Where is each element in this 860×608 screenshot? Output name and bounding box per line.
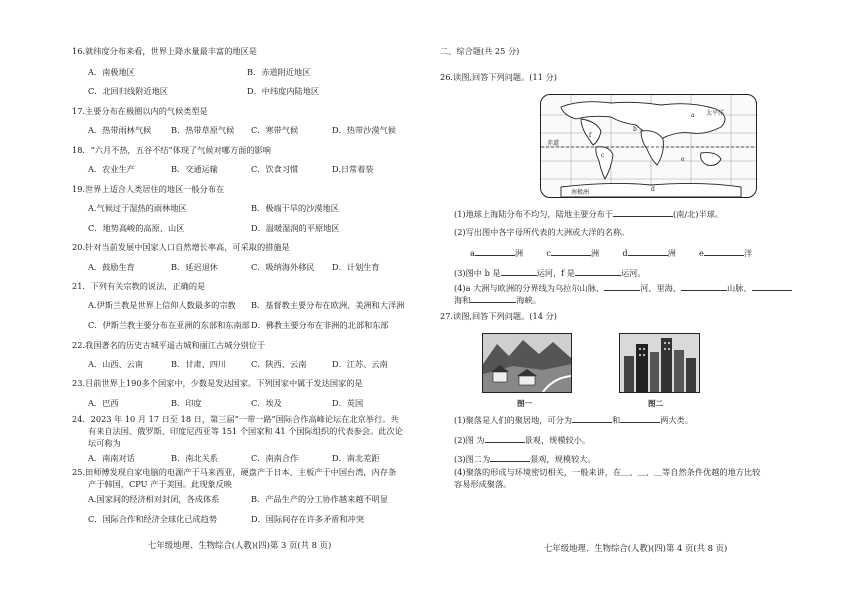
q17-stem: 17.主要分布在极圈以内的气候类型是	[72, 106, 208, 116]
q24-option-d: D．南北差距	[332, 453, 380, 463]
page-footer-right: 七年级地理、生物综合(人教)(四)第 4 页(共 8 页)	[544, 543, 728, 553]
q20-option-c: C．吸纳海外移民	[251, 262, 315, 272]
q27-stem: 27.读图,回答下列问题。(14 分)	[440, 311, 557, 321]
map-label-pacific: 太平洋	[706, 110, 725, 117]
q22-stem: 22.我国著名的历史古城平遥古城和丽江古城分别位于	[72, 340, 266, 350]
figure-one-caption: 图一	[517, 399, 532, 408]
q20-option-b: B．延迟退休	[171, 262, 218, 272]
q22-option-b: B．甘肃、四川	[171, 359, 227, 369]
map-label-b: b	[633, 126, 637, 133]
q26-part1: (1)地球上海陆分布不均匀，陆地主要分布于 (南/北)半球。	[454, 209, 724, 219]
q21-option-a: A.伊斯兰教是世界上信仰人数最多的宗教	[88, 300, 236, 310]
q19-option-d: D．温暖湿润的平原地区	[251, 223, 340, 233]
q17-option-b: B．热带草原气候	[171, 125, 235, 135]
q23-option-d: D．英国	[332, 398, 364, 408]
q17-option-a: A．热带雨林气候	[88, 125, 152, 135]
q24-stem-line2: 有来自法国、俄罗斯、印度尼西亚等 151 个国家和 41 个国际组织的代表参会。此次论	[88, 426, 403, 436]
q27-part4-line2: 容易形成聚落。	[454, 479, 512, 489]
q23-option-a: A．巴西	[88, 398, 119, 408]
q27-part4-line1: (4)聚落的形成与环境密切相关，一般来讲，在＿、＿、＿等自然条件优越的地方比较	[454, 467, 761, 477]
city-photo	[619, 333, 700, 393]
q17-option-c: C．寒带气候	[251, 125, 299, 135]
map-label-a: a	[691, 112, 695, 119]
q24-stem-line3: 坛可称为	[88, 438, 121, 448]
q26-stem: 26.读图,回答下列问题。(11 分)	[440, 72, 557, 82]
q22-option-d: D．江苏、云南	[332, 359, 388, 369]
q27-part3: (3)图二为 景观，规模较大。	[454, 454, 596, 464]
map-label-c: c	[601, 152, 605, 159]
q25-stem-line1: 25.田师傅发现自家电脑的电源产于马来西亚，硬盘产于日本，主板产于中国台湾，内存条	[72, 467, 397, 477]
map-label-f: f	[589, 132, 592, 139]
q24-option-a: A．南南对话	[88, 453, 135, 463]
q24-stem-line1: 24．2023 年 10 月 17 日至 18 日，第三届“一带一路”国际合作高峰论坛在北京举行。共	[72, 414, 399, 424]
q16-option-d: D．中纬度内陆地区	[247, 86, 320, 96]
q19-option-b: B．极端干旱的沙漠地区	[251, 203, 339, 213]
q18-option-d: D.日常着装	[332, 164, 374, 174]
q25-stem-line2: 产于韩国，CPU 产于美国。此现象反映	[88, 479, 232, 489]
q21-option-d: D．佛教主要分布在非洲的北部和东部	[251, 320, 389, 330]
village-photo	[482, 333, 572, 393]
map-label-equator: 赤道	[547, 140, 560, 147]
page-footer-left: 七年级地理、生物综合(人教)(四)第 3 页(共 8 页)	[148, 540, 332, 550]
q17-option-d: D．热带沙漠气候	[332, 125, 396, 135]
q23-stem: 23.目前世界上190多个国家中，少数是发达国家。下列国家中属于发达国家的是	[72, 378, 363, 388]
q20-option-d: D．计划生育	[332, 262, 380, 272]
q23-option-c: C．埃及	[251, 398, 282, 408]
q23-option-b: B．印度	[171, 398, 202, 408]
q25-option-c: C．国际合作和经济全球化已成趋势	[88, 514, 218, 524]
map-label-d: d	[651, 186, 655, 193]
q16-stem: 16.就纬度分布来看，世界上降水量最丰富的地区是	[72, 46, 257, 56]
q26-part4-line1: (4)a 大洲与欧洲的分界线为乌拉尔山脉、 河、里海、 山脉、	[454, 282, 792, 294]
q26-part2-answers: a 洲 c 洲 d 洲 e 洋	[470, 248, 753, 258]
q25-option-a: A.国家间的经济相对封闭，各成体系	[88, 494, 220, 504]
q16-option-b: B．赤道附近地区	[247, 67, 311, 77]
world-map-graphic	[541, 95, 756, 197]
city-photo-graphic	[620, 334, 699, 392]
figure-two-caption: 图二	[648, 399, 663, 408]
q26-part2: (2)写出图中各字母所代表的大洲或大洋的名称。	[454, 227, 630, 237]
q26-part4-line2: 海和 海峡。	[454, 295, 541, 305]
q25-option-b: B．产品生产的分工协作越来越不明显	[251, 494, 389, 504]
q16-option-c: C．北回归线附近地区	[88, 86, 168, 96]
q19-option-c: C．地势高峻的高原、山区	[88, 223, 185, 233]
q18-option-a: A．农业生产	[88, 164, 135, 174]
q26-part3: (3)图中 b 是 运河，f 是 运河。	[454, 268, 646, 278]
q27-part1: (1)聚落是人们的聚居地，可分为 和 两大类。	[454, 415, 694, 425]
q19-option-a: A.气候过于湿热的雨林地区	[88, 203, 187, 213]
q24-option-b: B．南北关系	[171, 453, 218, 463]
q22-option-c: C．陕西、云南	[251, 359, 307, 369]
world-map	[540, 94, 757, 198]
q21-option-b: B．基督教主要分布在欧洲、美洲和大洋洲	[251, 300, 405, 310]
q21-option-c: C．伊斯兰教主要分布在亚洲的东部和东南部	[88, 320, 250, 330]
q18-stem: 18．“六月不热，五谷不结”体现了气候对哪方面的影响	[72, 145, 271, 155]
map-label-antarctic: 南极洲	[571, 189, 590, 196]
q18-option-b: B．交通运输	[171, 164, 218, 174]
q20-option-a: A．鼓励生育	[88, 262, 135, 272]
q24-option-c: C．南南合作	[251, 453, 299, 463]
q21-stem: 21．下列有关宗教的说法，正确的是	[72, 281, 206, 291]
q20-stem: 20.针对当前发展中国家人口自然增长率高，可采取的措施是	[72, 242, 290, 252]
q19-stem: 19.世界上适合人类居住的地区一般分布在	[72, 184, 225, 194]
map-label-e: e	[681, 156, 685, 163]
q16-option-a: A．南极地区	[88, 67, 135, 77]
q25-option-d: D．国际间存在许多矛盾和冲突	[251, 514, 365, 524]
village-photo-graphic	[483, 334, 571, 392]
q22-option-a: A．山西、云南	[88, 359, 144, 369]
q18-option-c: C．饮食习惯	[251, 164, 299, 174]
section-heading: 二、综合题(共 25 分)	[440, 46, 520, 56]
q27-part2: (2)图 为 景观，规模较小。	[454, 435, 591, 445]
